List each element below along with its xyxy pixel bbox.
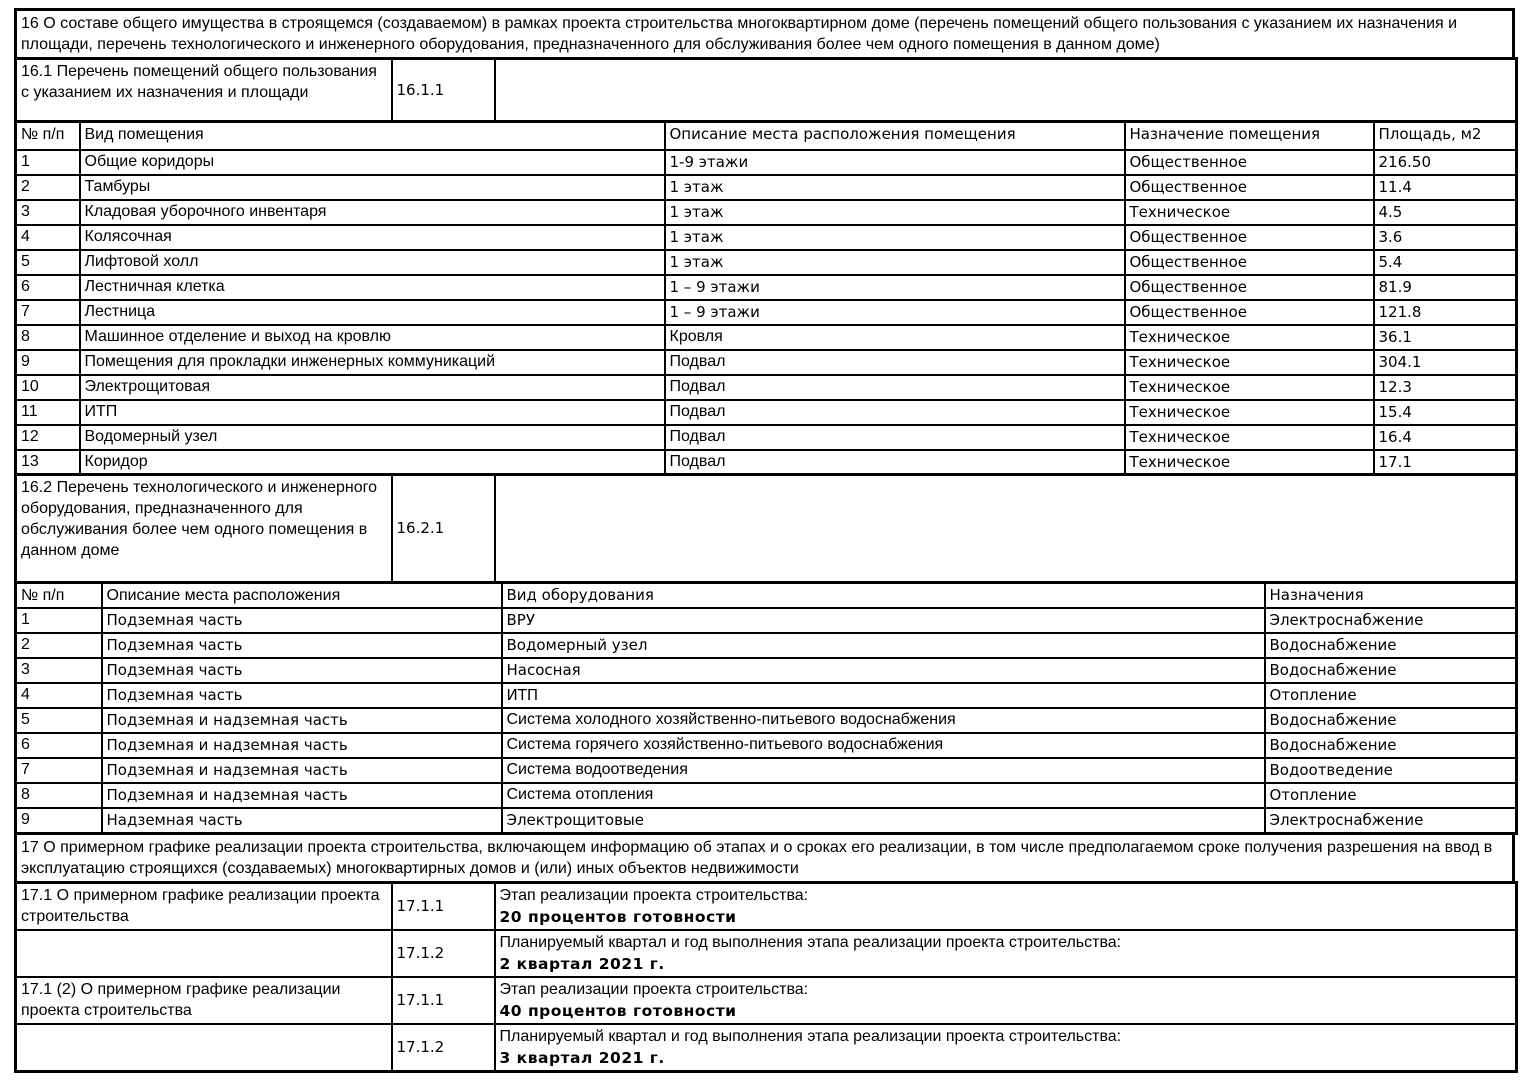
schedule-stage-value: 20 процентов готовности — [499, 907, 737, 926]
equipment-cell: 3 — [16, 658, 102, 683]
equipment-cell: Водоснабжение — [1265, 708, 1517, 733]
equipment-cell: Система холодного хозяйственно-питьевого водоснабжения — [502, 708, 1265, 733]
premises-cell: Электрощитовая — [80, 375, 665, 400]
premises-cell: Подвал — [665, 400, 1125, 425]
equipment-cell: Надземная часть — [102, 808, 502, 833]
premises-cell: 5 — [16, 250, 80, 275]
premises-cell: Кровля — [665, 325, 1125, 350]
equipment-header-row — [16, 583, 1517, 609]
equipment-row — [16, 733, 1517, 758]
section-16-header-table — [14, 8, 1515, 60]
schedule-row-label: 17.1 О примерном графике реализации проекта строительства — [16, 882, 392, 930]
equipment-row — [16, 683, 1517, 708]
equipment-col-num: № п/п — [16, 583, 102, 609]
premises-cell: 7 — [16, 300, 80, 325]
equipment-cell: 7 — [16, 758, 102, 783]
premises-cell: Общественное — [1125, 275, 1374, 300]
premises-cell: 1 этаж — [665, 200, 1125, 225]
equipment-cell: Система горячего хозяйственно-питьевого водоснабжения — [502, 733, 1265, 758]
premises-cell: Машинное отделение и выход на кровлю — [80, 325, 665, 350]
equipment-cell: 2 — [16, 633, 102, 658]
premises-col-area: Площадь, м2 — [1374, 122, 1517, 150]
premises-cell: 6 — [16, 275, 80, 300]
premises-row — [16, 325, 1517, 350]
schedule-row — [16, 882, 1517, 930]
equipment-cell: Отопление — [1265, 683, 1517, 708]
premises-cell: Общественное — [1125, 225, 1374, 250]
equipment-cell: Подземная и надземная часть — [102, 783, 502, 808]
premises-cell: Общественное — [1125, 300, 1374, 325]
premises-cell: Лифтовой холл — [80, 250, 665, 275]
premises-cell: Подвал — [665, 425, 1125, 450]
schedule-row-code: 17.1.1 — [392, 977, 495, 1024]
schedule-stage-description: Планируемый квартал и год выполнения этапа реализации проекта строительства: — [499, 1027, 1122, 1045]
equipment-cell: Система отопления — [502, 783, 1265, 808]
premises-cell: Подвал — [665, 350, 1125, 375]
schedule-row-content — [495, 977, 1517, 1024]
equipment-cell: Водомерный узел — [502, 633, 1265, 658]
premises-cell: 1-9 этажи — [665, 150, 1125, 175]
equipment-col-location: Описание места расположения — [102, 583, 502, 609]
premises-cell: Лестничная клетка — [80, 275, 665, 300]
premises-cell: 16.4 — [1374, 425, 1517, 450]
equipment-cell: 9 — [16, 808, 102, 833]
equipment-cell: Система водоотведения — [502, 758, 1265, 783]
premises-cell: 12.3 — [1374, 375, 1517, 400]
equipment-col-purpose: Назначения — [1265, 583, 1517, 609]
equipment-cell: Водоснабжение — [1265, 733, 1517, 758]
equipment-row — [16, 783, 1517, 808]
premises-cell: Лестница — [80, 300, 665, 325]
schedule-stage-description: Этап реализации проекта строительства: — [499, 980, 809, 998]
premises-cell: Общественное — [1125, 175, 1374, 200]
equipment-cell: ВРУ — [502, 608, 1265, 633]
equipment-cell: Электроснабжение — [1265, 808, 1517, 833]
equipment-cell: 1 — [16, 608, 102, 633]
equipment-cell: Водоснабжение — [1265, 658, 1517, 683]
premises-cell: Техническое — [1125, 400, 1374, 425]
row-16-2-cells — [16, 475, 1517, 583]
premises-row — [16, 275, 1517, 300]
premises-cell: 81.9 — [1374, 275, 1517, 300]
equipment-cell: 6 — [16, 733, 102, 758]
schedule-row-code: 17.1.2 — [392, 930, 495, 977]
premises-cell: Техническое — [1125, 200, 1374, 225]
premises-row — [16, 450, 1517, 475]
section-17-header-row — [16, 833, 1514, 882]
section-17-header-text: 17 О примерном графике реализации проекта строительства, включающем информацию об этапах и о сроках его реализации, в том числе предполагаемом сроке получения разрешения на ввод в эксплуатацию строящихся (создаваемых) многоквартирных домов и (или) иных объектов недвижимости — [16, 833, 1514, 882]
premises-cell: 4.5 — [1374, 200, 1517, 225]
premises-row — [16, 425, 1517, 450]
premises-cell: ИТП — [80, 400, 665, 425]
premises-cell: 304.1 — [1374, 350, 1517, 375]
equipment-cell: Подземная и надземная часть — [102, 708, 502, 733]
code-16-1-1: 16.1.1 — [392, 59, 495, 122]
value-16-1-1 — [495, 59, 1517, 122]
schedule-row-content — [495, 882, 1517, 930]
label-16-2: 16.2 Перечень технологического и инженерного оборудования, предназначенного для обслуживания более чем одного помещения в данном доме — [16, 475, 392, 583]
premises-cell: Техническое — [1125, 450, 1374, 475]
premises-col-kind: Вид помещения — [80, 122, 665, 150]
premises-cell: Общие коридоры — [80, 150, 665, 175]
premises-cell: 1 — [16, 150, 80, 175]
premises-cell: Общественное — [1125, 150, 1374, 175]
premises-cell: 1 – 9 этажи — [665, 300, 1125, 325]
equipment-table — [14, 581, 1518, 835]
premises-cell: Техническое — [1125, 425, 1374, 450]
premises-cell: 3 — [16, 200, 80, 225]
equipment-cell: Отопление — [1265, 783, 1517, 808]
schedule-row-content — [495, 1024, 1517, 1072]
premises-row — [16, 175, 1517, 200]
premises-cell: 8 — [16, 325, 80, 350]
premises-col-purpose: Назначение помещения — [1125, 122, 1374, 150]
equipment-cell: Водоотведение — [1265, 758, 1517, 783]
value-16-2-1 — [495, 475, 1517, 583]
equipment-cell: Подземная часть — [102, 683, 502, 708]
schedule-row-label: 17.1 (2) О примерном графике реализации проекта строительства — [16, 977, 392, 1024]
schedule-row-code: 17.1.1 — [392, 882, 495, 930]
premises-cell: Подвал — [665, 450, 1125, 475]
schedule-row — [16, 930, 1517, 977]
schedule-stage-value: 40 процентов готовности — [499, 1001, 737, 1020]
equipment-cell: Подземная часть — [102, 608, 502, 633]
premises-cell: 1 этаж — [665, 225, 1125, 250]
row-16-1-cells — [16, 59, 1517, 122]
equipment-row — [16, 658, 1517, 683]
premises-cell: 5.4 — [1374, 250, 1517, 275]
premises-header-row — [16, 122, 1517, 150]
premises-col-location: Описание места расположения помещения — [665, 122, 1125, 150]
premises-cell: 1 – 9 этажи — [665, 275, 1125, 300]
premises-cell: 12 — [16, 425, 80, 450]
schedule-row-label — [16, 1024, 392, 1072]
section-17-header-table — [14, 832, 1515, 884]
premises-cell: 1 этаж — [665, 175, 1125, 200]
premises-cell: Помещения для прокладки инженерных коммуникаций — [80, 350, 665, 375]
premises-cell: 121.8 — [1374, 300, 1517, 325]
premises-cell: 2 — [16, 175, 80, 200]
premises-cell: Тамбуры — [80, 175, 665, 200]
premises-cell: 9 — [16, 350, 80, 375]
premises-row — [16, 225, 1517, 250]
schedule-stage-value: 3 квартал 2021 г. — [499, 1048, 665, 1067]
equipment-cell: 8 — [16, 783, 102, 808]
schedule-stage-value: 2 квартал 2021 г. — [499, 954, 665, 973]
schedule-row-code: 17.1.2 — [392, 1024, 495, 1072]
schedule-row-label — [16, 930, 392, 977]
premises-col-num: № п/п — [16, 122, 80, 150]
equipment-row — [16, 608, 1517, 633]
premises-cell: 4 — [16, 225, 80, 250]
premises-row — [16, 200, 1517, 225]
row-16-1 — [14, 57, 1518, 123]
schedule-table — [14, 881, 1518, 1073]
equipment-row — [16, 758, 1517, 783]
section-16-header-text: 16 О составе общего имущества в строящемся (создаваемом) в рамках проекта строительства многоквартирном доме (перечень помещений общего пользования с указанием их назначения и площади, перечень технологического и инженерного оборудования, предназначенного для обслуживания более чем одного помещения в данном доме) — [16, 10, 1514, 59]
premises-cell: 11 — [16, 400, 80, 425]
premises-cell: Колясочная — [80, 225, 665, 250]
equipment-cell: 4 — [16, 683, 102, 708]
premises-cell: Общественное — [1125, 250, 1374, 275]
declaration-document — [14, 8, 1515, 1073]
premises-cell: 216.50 — [1374, 150, 1517, 175]
equipment-cell: Электрощитовые — [502, 808, 1265, 833]
premises-cell: Техническое — [1125, 325, 1374, 350]
equipment-cell: 5 — [16, 708, 102, 733]
code-16-2-1: 16.2.1 — [392, 475, 495, 583]
premises-cell: 1 этаж — [665, 250, 1125, 275]
premises-row — [16, 350, 1517, 375]
equipment-cell: Подземная часть — [102, 658, 502, 683]
schedule-stage-description: Планируемый квартал и год выполнения этапа реализации проекта строительства: — [499, 933, 1122, 951]
premises-cell: 15.4 — [1374, 400, 1517, 425]
equipment-row — [16, 708, 1517, 733]
premises-cell: Техническое — [1125, 350, 1374, 375]
premises-row — [16, 150, 1517, 175]
equipment-cell: Подземная и надземная часть — [102, 758, 502, 783]
equipment-cell: Подземная и надземная часть — [102, 733, 502, 758]
equipment-cell: Подземная часть — [102, 633, 502, 658]
premises-cell: Подвал — [665, 375, 1125, 400]
equipment-cell: Насосная — [502, 658, 1265, 683]
premises-cell: 11.4 — [1374, 175, 1517, 200]
premises-row — [16, 400, 1517, 425]
premises-table — [14, 120, 1518, 476]
premises-cell: Техническое — [1125, 375, 1374, 400]
equipment-cell: ИТП — [502, 683, 1265, 708]
premises-cell: 17.1 — [1374, 450, 1517, 475]
premises-cell: Кладовая уборочного инвентаря — [80, 200, 665, 225]
premises-row — [16, 375, 1517, 400]
label-16-1: 16.1 Перечень помещений общего пользования с указанием их назначения и площади — [16, 59, 392, 122]
equipment-cell: Водоснабжение — [1265, 633, 1517, 658]
equipment-row — [16, 633, 1517, 658]
equipment-cell: Электроснабжение — [1265, 608, 1517, 633]
premises-cell: 10 — [16, 375, 80, 400]
premises-cell: 36.1 — [1374, 325, 1517, 350]
row-16-2 — [14, 473, 1518, 584]
premises-cell: Коридор — [80, 450, 665, 475]
premises-row — [16, 300, 1517, 325]
equipment-col-kind: Вид оборудования — [502, 583, 1265, 609]
schedule-stage-description: Этап реализации проекта строительства: — [499, 886, 809, 904]
equipment-row — [16, 808, 1517, 833]
premises-cell: 13 — [16, 450, 80, 475]
premises-cell: Водомерный узел — [80, 425, 665, 450]
premises-row — [16, 250, 1517, 275]
schedule-row-content — [495, 930, 1517, 977]
schedule-row — [16, 977, 1517, 1024]
section-16-header-row — [16, 10, 1514, 59]
premises-cell: 3.6 — [1374, 225, 1517, 250]
schedule-row — [16, 1024, 1517, 1072]
